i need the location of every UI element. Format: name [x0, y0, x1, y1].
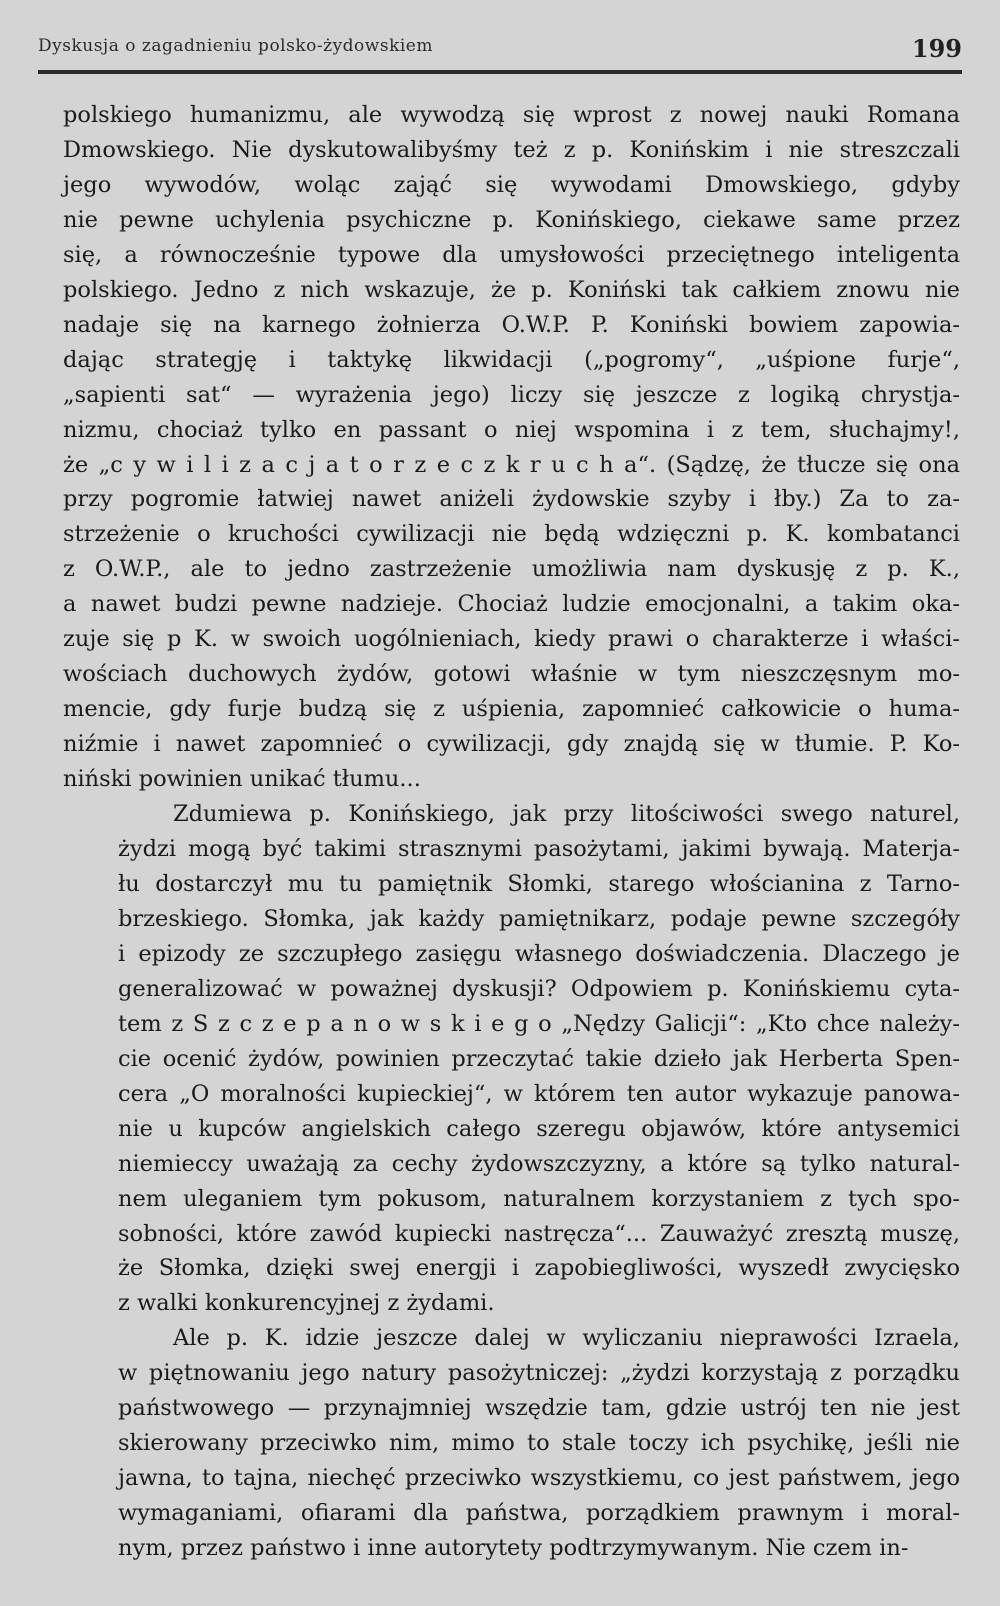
text-line: „sapienti sat“ — wyrażenia jego) liczy się jeszcze z logiką chrystja- — [63, 381, 960, 408]
page-number: 199 — [911, 34, 962, 63]
text-line: niemieccy uważają za cechy żydowszczyzny, a które są tylko natural- — [118, 1150, 960, 1177]
text-line: że „c y w i l i z a c j a t o r z e c z k r u c h a“. (Sądzę, że tłucze się ona — [63, 451, 960, 478]
text-line: cie ocenić żydów, powinien przeczytać takie dzieło jak Herberta Spen- — [118, 1045, 960, 1072]
header-rule — [38, 70, 962, 74]
text-line: nym, przez państwo i inne autorytety podtrzymywanym. Nie czem in- — [118, 1535, 909, 1562]
text-line: przy pogromie łatwiej nawet aniżeli żydowskie szyby i łby.) Za to za- — [63, 486, 960, 513]
text-line: że Słomka, dzięki swej energji i zapobiegliwości, wyszedł zwycięsko — [118, 1255, 960, 1282]
text-line: jego wywodów, woląc zająć się wywodami Dmowskiego, gdyby — [63, 171, 960, 198]
text-line: dając strategję i taktykę likwidacji („pogromy“, „uśpione furje“, — [63, 346, 960, 373]
text-line: sobności, które zawód kupiecki nastręcza“... Zauważyć zresztą muszę, — [118, 1220, 960, 1247]
text-line: nem uleganiem tym pokusom, naturalnem korzystaniem z tych spo- — [118, 1185, 960, 1212]
text-line: i epizody ze szczupłego zasięgu własnego doświadczenia. Dlaczego je — [118, 940, 960, 967]
text-line: z walki konkurencyjnej z żydami. — [118, 1290, 495, 1317]
text-line: tem z S z c z e p a n o w s k i e g o „Nędzy Galicji“: „Kto chce należy- — [118, 1010, 960, 1037]
text-line: niński powinien unikać tłumu... — [63, 766, 421, 793]
paragraph — [63, 797, 960, 1321]
text-line: mencie, gdy furje budzą się z uśpienia, zapomnieć całkowicie o huma- — [63, 696, 960, 723]
running-title: Dyskusja o zagadnieniu polsko-żydowskiem — [38, 36, 433, 56]
text-line: łu dostarczył mu tu pamiętnik Słomki, starego włościanina z Tarno- — [118, 870, 960, 897]
text-line: polskiego humanizmu, ale wywodzą się wprost z nowej nauki Romana — [63, 102, 960, 128]
text-line: nie pewne uchylenia psychiczne p. Konińskiego, ciekawe same przez — [63, 206, 960, 233]
text-line: wościach duchowych żydów, gotowi właśnie w tym nieszczęsnym mo- — [63, 661, 960, 688]
text-line: brzeskiego. Słomka, jak każdy pamiętnikarz, podaje pewne szczegóły — [118, 905, 960, 932]
text-line: nadaje się na karnego żołnierza O.W.P. P. Koniński bowiem zapowia- — [63, 311, 960, 338]
text-line: nizmu, chociaż tylko en passant o niej wspomina i z tem, słuchajmy!, — [63, 416, 960, 443]
text-line: a nawet budzi pewne nadzieje. Chociaż ludzie emocjonalni, a takim oka- — [63, 591, 960, 618]
text-line: generalizować w poważnej dyskusji? Odpowiem p. Konińskiemu cyta- — [118, 975, 960, 1002]
text-line: żydzi mogą być takimi strasznymi pasożytami, jakimi bywają. Materja- — [118, 836, 960, 863]
text-line: strzeżenie o kruchości cywilizacji nie będą wdzięczni p. K. kombatanci — [63, 521, 960, 548]
text-line: jawna, to tajna, niechęć przeciwko wszystkiemu, co jest państwem, jego — [118, 1465, 960, 1492]
text-line: cera „O moralności kupieckiej“, w którem ten autor wykazuje panowa- — [118, 1080, 960, 1107]
text-line: państwowego — przynajmniej wszędzie tam, gdzie ustrój ten nie jest — [118, 1395, 960, 1422]
text-line: się, a równocześnie typowe dla umysłowości przeciętnego inteligenta — [63, 241, 960, 268]
text-line: w piętnowaniu jego natury pasożytniczej: „żydzi korzystają z porządku — [118, 1360, 960, 1387]
text-line: niźmie i nawet zapomnieć o cywilizacji, gdy znajdą się w tłumie. P. Ko- — [63, 731, 960, 758]
text-line: Zdumiewa p. Konińskiego, jak przy litościwości swego naturel, — [173, 801, 960, 828]
text-line: skierowany przeciwko nim, mimo to stale toczy ich psychikę, jeśli nie — [118, 1430, 960, 1457]
text-line: Dmowskiego. Nie dyskutowalibyśmy też z p. Konińskim i nie streszczali — [63, 136, 960, 163]
text-line: z O.W.P., ale to jedno zastrzeżenie umożliwia nam dyskusję z p. K., — [63, 556, 960, 583]
body-text — [63, 98, 960, 1566]
paragraph — [63, 1321, 960, 1566]
text-line: zuje się p K. w swoich uogólnieniach, kiedy prawi o charakterze i właści- — [63, 626, 960, 653]
text-line: polskiego. Jedno z nich wskazuje, że p. Koniński tak całkiem znowu nie — [63, 276, 960, 303]
text-line: nie u kupców angielskich całego szeregu objawów, które antysemici — [118, 1115, 960, 1142]
page-header — [38, 30, 962, 70]
paragraph — [63, 98, 960, 797]
text-line: Ale p. K. idzie jeszcze dalej w wyliczaniu nieprawości Izraela, — [173, 1325, 960, 1352]
text-line: wymaganiami, ofiarami dla państwa, porządkiem prawnym i moral- — [118, 1500, 960, 1527]
